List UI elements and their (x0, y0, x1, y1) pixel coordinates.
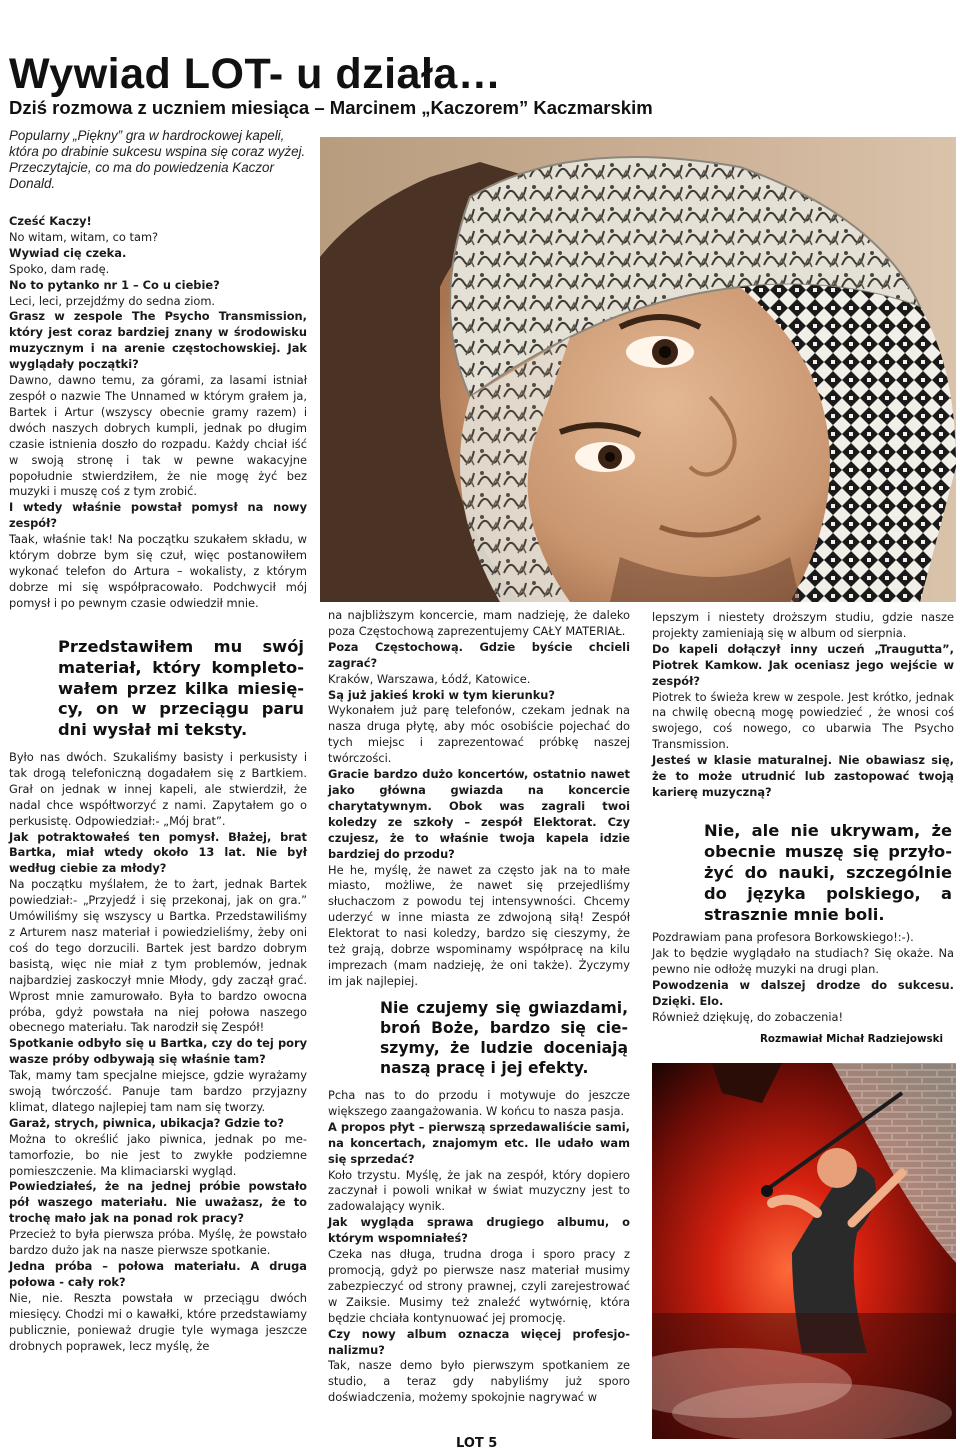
portrait-photo-image (320, 137, 956, 602)
top-margin (0, 0, 960, 40)
interview-answer: Nie, nie. Reszta powstała w przeciągu dwóch miesięcy. Chodzi mi o kawałki, które przedstawiamy publicznie, ponieważ drugie tyle wymaga jeszcze drobnych poprawek, lecz myślę, że (9, 1290, 307, 1353)
interview-question: Gracie bardzo dużo koncertów, ostatnio nawet jako główna gwiazda na koncercie charytatywnym. Obok was zagrali twoi koledzy ze szkoły – zespół Elektorat. Czy czujesz, że to właśnie twoja kapela idzie bardziej do przodu? (328, 767, 630, 861)
interview-question: I wtedy właśnie powstał pomysł na nowy zespół? (9, 500, 307, 531)
concert-photo (652, 1063, 956, 1439)
interview-answer: lepszym i niestety droższym studiu, gdzie nasze projekty zamieniają się w album od sierpnia. (652, 610, 954, 640)
interview-question: Powiedziałeś, że na jednej próbie powstało pół waszego materiału. Nie uważasz, że to trochę mało jak na ponad rok pracy? (9, 1179, 307, 1226)
interview-question: Spotkanie odbyło się u Bartka, czy do tej pory wasze próby odbywają się właśnie tam? (9, 1036, 307, 1067)
interview-answer: Można to określić jako piwnica, jednak po metamorfozie, bo nie jest to zwykłe podziemne pomieszczenie. Ma klimaciarski wygląd. (9, 1131, 307, 1178)
article-lead: Popularny „Piękny” gra w hardrockowej kapeli, która po drabinie sukcesu wspina się coraz wyżej. Przeczytajcie, co ma do powiedzenia Kaczor Donald. (9, 128, 306, 191)
interview-column-1-continued (9, 750, 307, 1354)
page-footer: LOT 5 (456, 1436, 498, 1451)
interview-answer: Taak, właśnie tak! Na początku szukałem składu, w którym dobrze bym się czuł, więc postanowiłem wykonać telefon do Artura – wokalisty, z którym dobrze mi się współpracowało. Podchwycił mój pomysł i po pewnym czasie odwiedził mnie. (9, 532, 307, 610)
interview-question: Poza Częstochową. Gdzie byście chcieli zagrać? (328, 639, 630, 670)
interview-question: Jak potraktowałeś ten pomysł. Błażej, brat Bartka, miał wtedy około 13 lat. Nie był według ciebie za młody? (9, 829, 307, 876)
interview-answer: Pozdrawiam pana profesora Borkowskiego!:-). (652, 930, 914, 944)
pull-quote-2: Nie czujemy się gwiazdami, broń Boże, bardzo się cieszymy, że ludzie doceniają naszą pracę i jej efekty. (380, 999, 628, 1077)
interview-column-2-continued (328, 1088, 630, 1406)
interview-question: Powodzenia w dalszej drodze do sukcesu. Dzięki. Elo. (652, 977, 954, 1008)
interview-answer: Kraków, Warszawa, Łódź, Katowice. (328, 671, 531, 686)
interview-answer: Tak, mamy tam specjalne miejsce, gdzie wyrażamy swoją twórczość. Panuje tam bardzo przyjazny klimat, dlatego najlepiej tam nam się tworzy. (9, 1068, 307, 1114)
interview-answer: Również dziękuję, do zobaczenia! (652, 1009, 844, 1024)
interview-question: Są już jakieś kroki w tym kierunku? (328, 687, 555, 702)
interview-answer: No witam, witam, co tam? (9, 229, 159, 244)
interview-answer: Przecież to była pierwsza próba. Myślę, że powstało bardzo dużo jak na nasze pierwsze spotkanie. (9, 1227, 307, 1258)
interview-answer: Jak to będzie wyglądało na studiach? Się okaże. Na pewno nie odłożę muzyki na drugi plan. (652, 945, 954, 976)
pull-quote-1: Przedstawiłem mu swój materiał, który kompletowałem przez kilka miesięcy, on w przeciągu paru dni wysłał mi teksty. (58, 637, 304, 740)
concert-photo-image (652, 1063, 956, 1439)
interview-question: Do kapeli dołączył inny uczeń „Traugutta”, Piotrek Kamkow. Jak oceniasz jego wejście w zespół? (652, 641, 954, 688)
interview-answer: Piotrek to świeża krew w zespole. Jest krótko, jednak na chwilę obecną mogę powiedzieć , że wnosi coś swojego, coś nowego, co ubarwia The Psycho Transmission. (652, 689, 954, 752)
interview-answer: Na początku myślałem, że to żart, jednak Bartek powiedział:- „Przyjedź i się przekonaj, jak on gra.” Umówiliśmy się wszyscy u Bartka. Przedstawiliśmy z Arturem nasz materiał i powiedzieliśmy, żeby oni coś do tego dorzucili. Bartek jest bardzo dobrym basistą, więc nie miał z tym problemów, jednak najbardziej zaskoczył mnie Młody, gdy zaczął grać. Wprost mnie zamurowało. Była to bardzo owocna próba, gdyż powstała na niej połowa naszego obecnego materiału. Tak narodził się Zespół! (9, 877, 307, 1035)
pull-quote-3: Nie, ale nie ukrywam, że obecnie muszę się przyłożyć do nauki, szczególnie do języka polskiego, a strasznie mnie boli. (704, 821, 952, 924)
interview-answer: Leci, leci, przejdźmy do sedna ziom. (9, 293, 216, 308)
interview-question: Cześć Kaczy! (9, 214, 92, 228)
interview-question: Wywiad cię czeka. (9, 245, 127, 260)
article-subtitle: Dziś rozmowa z uczniem miesiąca – Marcinem „Kaczorem” Kaczmarskim (9, 97, 653, 118)
interview-question: Jedna próba – połowa materiału. A druga połowa - cały rok? (9, 1259, 307, 1289)
interview-answer: na najbliższym koncercie, mam nadzieję, że daleko poza Częstochową zaprezentujemy CAŁY MATERIAŁ. (328, 608, 630, 638)
interview-answer: Koło trzystu. Myślę, że jak na zespół, który dopiero zaczynał i powoli wnikał w świat muzyczny jest to zadowalający wynik. (328, 1167, 630, 1214)
interview-column-3-continued (652, 930, 954, 1025)
interview-column-2 (328, 608, 630, 990)
portrait-photo (320, 137, 956, 602)
interview-column-3 (652, 610, 954, 801)
byline: Rozmawiał Michał Radziejowski (760, 1033, 944, 1045)
interview-answer: Spoko, dam radę. (9, 261, 110, 276)
interview-question: A propos płyt – pierwszą sprzedawaliście sami, na koncertach, znajomym etc. Ile udało wam się sprzedać? (328, 1119, 630, 1166)
interview-question: Czy nowy album oznacza więcej profesjonalizmu? (328, 1326, 630, 1357)
interview-column-1 (9, 214, 307, 612)
interview-answer: Czeka nas długa, trudna droga i sporo pracy z promocją, gdyż po pierwsze nasz materiał musimy zabezpieczyć od strony prawnej, czyli zarejestrować w Zaiksie. Musimy też znaleźć wytwórnię, która będzie chciała kontynuować jej promocję. (328, 1247, 630, 1325)
article-title: Wywiad LOT- u działa… (9, 50, 502, 98)
interview-question: Jesteś w klasie maturalnej. Nie obawiasz się, że to może utrudnić lub zastopować twoją karierę muzyczną? (652, 753, 954, 799)
interview-answer: Pcha nas to do przodu i motywuje do jeszcze większego zaangażowania. W końcu to nasza pasja. (328, 1088, 630, 1118)
interview-answer: Tak, nasze demo było pierwszym spotkaniem ze studio, a teraz gdy nabyliśmy już sporo doświadczenia, możemy spokojnie nagrywać w (328, 1358, 630, 1405)
interview-question: Jak wygląda sprawa drugiego albumu, o którym wspomniałeś? (328, 1215, 630, 1246)
interview-question: Grasz w zespole The Psycho Transmission, który jest coraz bardziej znany w środowisku muzycznym i na arenie częstochowskiej. Jak wyglądały początki? (9, 309, 307, 372)
interview-answer: Wykonałem już parę telefonów, czekam jednak na nasza druga płytę, aby móc osobiście pojechać do tych miejsc i zaprezentować próbkę naszej twórczości. (328, 703, 630, 766)
interview-answer: Dawno, dawno temu, za górami, za lasami istniał zespół o nazwie The Unnamed w którym grałem ja, Bartek i Artur (wszyscy obecnie gramy razem) i dwóch naszych dobrych kumpli, jednak po długim czasie istnienia doszło do rozpadu. Każdy chciał iść w swoją stronę i tak w pewne wakacyjne popołudnie stwierdziłem, że nie mogę żyć bez muzyki i muszę coś z tym zrobić. (9, 373, 307, 499)
interview-question: No to pytanko nr 1 – Co u ciebie? (9, 277, 220, 292)
interview-question: Garaż, strych, piwnica, ubikacja? Gdzie to? (9, 1115, 284, 1130)
interview-answer: Było nas dwóch. Szukaliśmy basisty i perkusisty i tak drogą telefoniczną dogadałem się z Bartkiem. Grał on jednak w innej kapeli, ale stwierdził, że nadal chce współtworzyć z nami. Zapytałem go o perkusistę. Odpowiedział:- „Mój brat”. (9, 750, 307, 828)
interview-answer: He he, myślę, że nawet za często jak na to małe miasto, możliwe, że nawet się przejedliśmy słuchaczom z powodu tej intensywności. Chcemy uderzyć w inne miasta ze zdwojoną siłą! Zespół Elektorat to nasi koledzy, bardzo się cieszymy, że też grają, dobrze wspominamy współpracę na kilu imprezach (mam nadzieję, że oni także). Życzymy im jak najlepiej. (328, 862, 630, 988)
